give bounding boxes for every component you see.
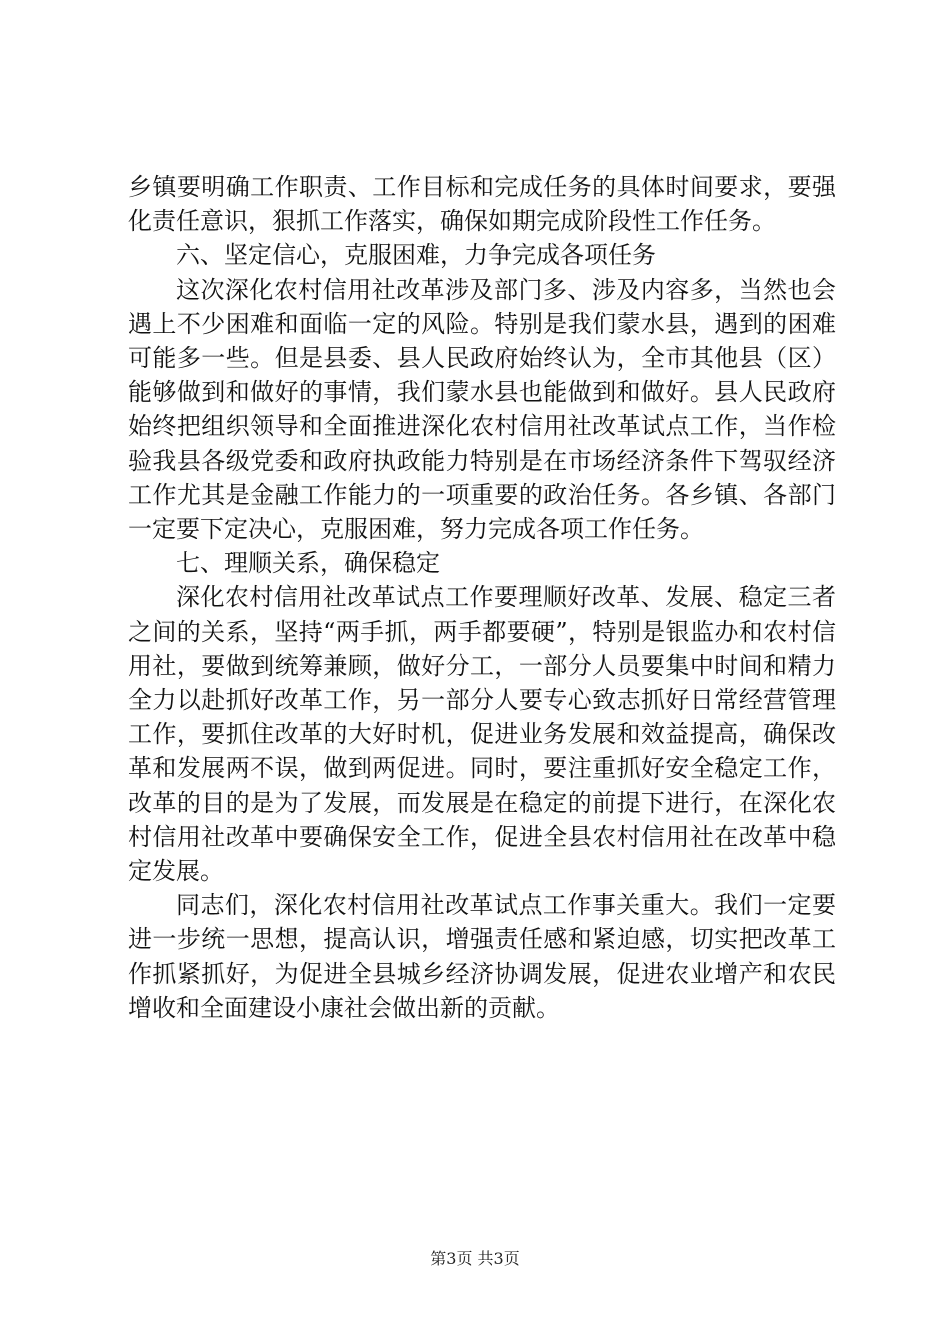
paragraph-closing: 同志们，深化农村信用社改革试点工作事关重大。我们一定要进一步统一思想，提高认识，增强责任感和紧迫感，切实把改革工作抓紧抓好，为促进全县城乡经济协调发展，促进农业增产和农民增收和全面建设小康社会做出新的贡献。	[128, 891, 836, 1022]
section-heading-seven: 七、理顺关系，确保稳定	[176, 549, 440, 578]
paragraph-section-seven: 深化农村信用社改革试点工作要理顺好改革、发展、稳定三者之间的关系，坚持“两手抓，两手都要硬”，特别是银监办和农村信用社，要做到统筹兼顾，做好分工，一部分人员要集中时间和精力全力以赴抓好改革工作，另一部分人要专心致志抓好日常经营管理工作，要抓住改革的大好时机，促进业务发展和效益提高，确保改革和发展两不误，做到两促进。同时，要注重抓好安全稳定工作，改革的目的是为了发展，而发展是在稳定的前提下进行，在深化农村信用社改革中要确保安全工作，促进全县农村信用社在改革中稳定发展。	[128, 583, 836, 886]
section-heading-six: 六、坚定信心，克服困难，力争完成各项任务	[176, 241, 656, 270]
paragraph-section-six: 这次深化农村信用社改革涉及部门多、涉及内容多，当然也会遇上不少困难和面临一定的风险。特别是我们蒙水县，遇到的困难可能多一些。但是县委、县人民政府始终认为，全市其他县（区）能够做到和做好的事情，我们蒙水县也能做到和做好。县人民政府始终把组织领导和全面推进深化农村信用社改革试点工作，当作检验我县各级党委和政府执政能力特别是在市场经济条件下驾驭经济工作尤其是金融工作能力的一项重要的政治任务。各乡镇、各部门一定要下定决心，克服困难，努力完成各项工作任务。	[128, 275, 836, 544]
page-footer: 第3页 共3页	[430, 1249, 520, 1268]
document-body	[128, 170, 836, 1025]
paragraph-continuation: 乡镇要明确工作职责、工作目标和完成任务的具体时间要求，要强化责任意识，狠抓工作落实，确保如期完成阶段性工作任务。	[128, 173, 836, 236]
